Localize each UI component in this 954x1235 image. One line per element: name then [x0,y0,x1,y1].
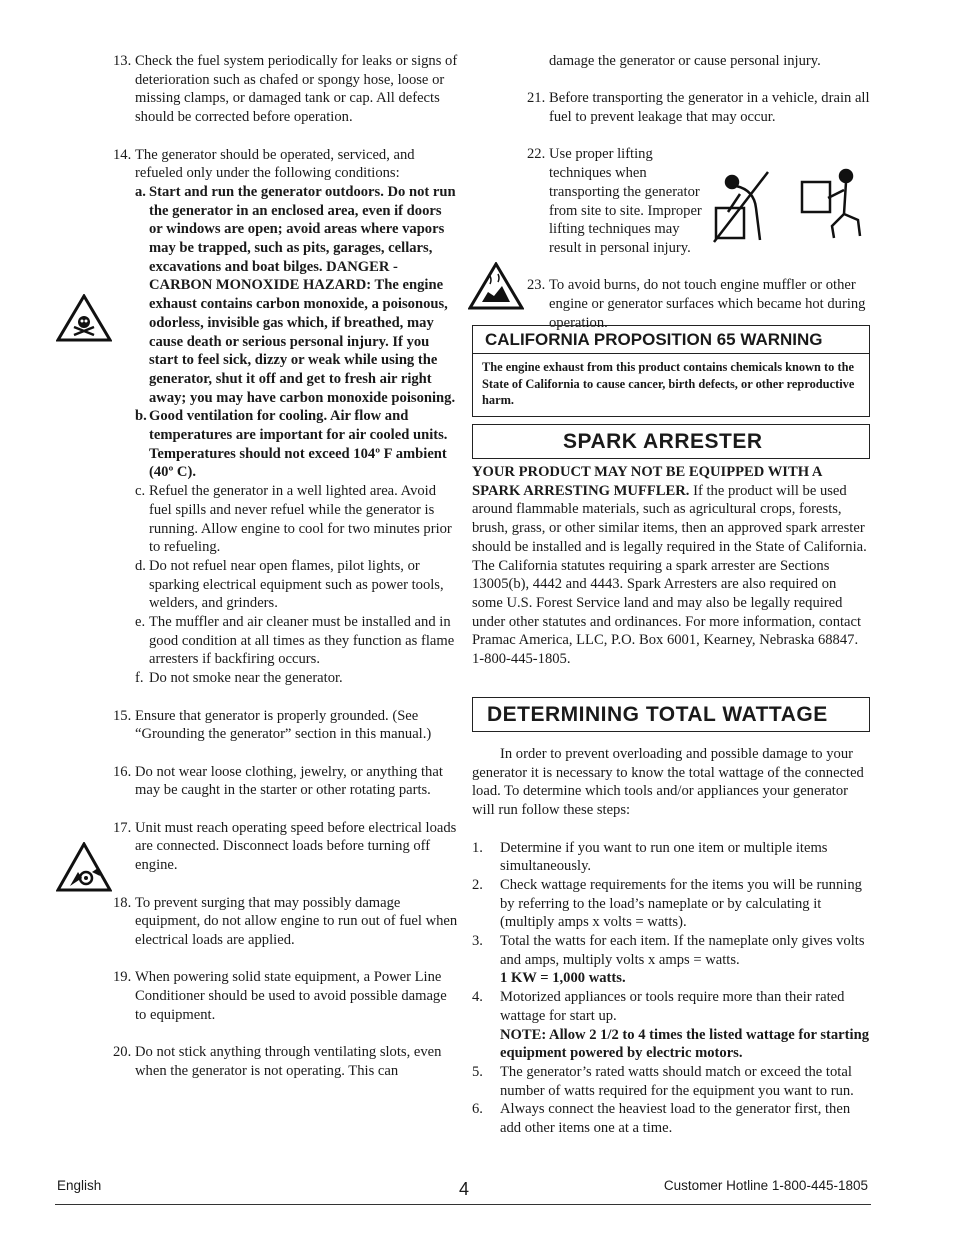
hot-surface-warning-icon [468,262,524,310]
lifting-technique-illustration [710,168,866,244]
sub-text: Start and run the generator outdoors. Do not run the generator in an enclosed area, even if doors or windows are open; avoid areas where vapors may be trapped, such as pits, garages, cellars, excavations and boat bilges. DANGER - CARBON MONOXIDE HAZARD: The engine exhaust contains carbon monoxide, a poisonous, odorless, invisible gas which, if breathed, may cause death or serious personal injury. If you start to feel sick, dizzy or weak while using the generator, shut it off and get to fresh air right away; you may have carbon monoxide poisoning. [149,183,456,406]
item-text: Before transporting the generator in a vehicle, drain all fuel to prevent leakage that may occur. [549,90,870,126]
sub-letter: e. [135,614,146,631]
step-text: Determine if you want to run one item or multiple items simultaneously. [500,839,828,875]
spark-text: If the product will be used around flammable materials, such as agricultural crops, forests, brush, grass, or other similar items, then an approved spark arrester should be installed and is legally required in the State of California. The California statutes requiring a spark arrester are Sections 13005(b), 4442 and 4443. Spark Arresters are also required on some U.S. Forest Service land and may also be legally required under other statutes and ordinances. For more information, contact Pramac America, LLC, P.O. Box 6001, Kearney, Nebraska 68847. 1-800-445-1805. [472,482,867,668]
list-item-19 [113,968,458,1024]
item-text: The generator should be operated, serviced, and refueled only under the following conditions: [135,146,415,182]
list-item-13 [113,52,458,127]
step-number: 4. [472,989,483,1006]
spark-arrester-heading [472,424,870,459]
wattage-step-1 [472,839,870,876]
list-item-20 [113,1043,458,1080]
item-number: 15. [113,707,132,724]
sub-letter: f. [135,670,144,687]
item-text: Do not wear loose clothing, jewelry, or anything that may be caught in the starter or other rotating parts. [135,763,443,799]
item-number: 18. [113,894,132,911]
sub-item-a [135,183,458,407]
wattage-step-2 [472,876,870,932]
item-number: 16. [113,763,132,780]
list-item-14 [113,146,458,688]
item-number: 22. [527,146,546,163]
footer-divider [55,1204,871,1205]
item-text: Check the fuel system periodically for leaks or signs of deterioration such as chafed or spongy hose, loose or missing clamps, or damaged tank or cap. All defects should be corrected before operation. [135,53,458,126]
wattage-step-6 [472,1100,870,1137]
step-text: Check wattage requirements for the items you will be running by referring to the load’s nameplate or by calculating it (multiply amps x volts = watts). [500,876,862,931]
sub-letter: c. [135,483,146,500]
footer-language: English [57,1178,102,1193]
item-text: Ensure that generator is properly grounded. (See “Grounding the generator” section in this manual.) [135,707,432,743]
total-wattage-heading [472,697,870,732]
spark-arrester-body [472,463,870,669]
item-number: 21. [527,90,546,107]
item-text: To prevent surging that may possibly damage equipment, do not allow engine to run out of fuel when electrical loads are applied. [135,894,458,948]
list-item-18 [113,894,458,950]
item-number: 23. [527,277,546,294]
total-wattage-body [472,745,870,1138]
list-item-15 [113,707,458,744]
list-item-17 [113,819,458,875]
item-number: 13. [113,53,132,69]
item-text: Unit must reach operating speed before electrical loads are connected. Disconnect loads before turning off engine. [135,819,457,874]
item-number: 17. [113,819,132,836]
entanglement-warning-icon [56,842,112,892]
list-item-21 [472,89,870,126]
section-title: SPARK ARRESTER [563,430,763,453]
step-text: The generator’s rated watts should match or exceed the total number of watts required for the equipment you want to run. [500,1063,854,1099]
step-text: Motorized appliances or tools require more than their rated wattage for start up. [500,989,845,1024]
item-text: Do not stick anything through ventilating slots, even when the generator is not operating. This can [135,1044,442,1079]
list-item-16 [113,763,458,800]
spark-warning-bold: YOUR PRODUCT MAY NOT BE EQUIPPED WITH A SPARK ARRESTING MUFFLER. [472,464,822,499]
sub-item-d [135,557,458,613]
wattage-step-5 [472,1063,870,1100]
step-number: 5. [472,1063,483,1080]
step-text: Always connect the heaviest load to the generator first, then add other items one at a time. [500,1101,851,1137]
sub-item-f [135,669,458,688]
step-note: NOTE: Allow 2 1/2 to 4 times the listed wattage for starting equipment powered by electric motors. [500,1026,869,1062]
sub-letter: d. [135,557,146,574]
item-text: Use proper lifting techniques when transporting the generator from site to site. Improper lifting techniques may result in personal injury. [549,146,702,256]
step-note: 1 KW = 1,000 watts. [500,970,626,987]
improper-lifting-figure [714,172,768,242]
sub-letter: a. [135,183,146,200]
wattage-step-3 [472,932,870,988]
page-number: 4 [459,1179,470,1199]
step-number: 6. [472,1101,483,1118]
sub-text: Good ventilation for cooling. Air flow and temperatures are important for air cooled units. Temperatures should not exceed 104º F ambient (40º C). [149,408,448,481]
sub-letter: b. [135,408,147,425]
step-number: 3. [472,933,483,950]
proper-lifting-figure [802,170,860,238]
section-title: DETERMINING TOTAL WATTAGE [487,703,828,726]
item-text: When powering solid state equipment, a Power Line Conditioner should be used to avoid possible damage to equipment. [135,969,447,1023]
sub-item-b [135,407,458,482]
sub-item-e [135,613,458,669]
list-item-20-continued [472,52,870,71]
wattage-intro: In order to prevent overloading and possible damage to your generator it is necessary to know the total wattage of the connected load. To determine which tools and/or appliances your generator will run follow these steps: [472,746,864,819]
prop65-title: CALIFORNIA PROPOSITION 65 WARNING [473,326,869,354]
footer-hotline: Customer Hotline 1-800-445-1805 [663,1178,868,1193]
sub-text: The muffler and air cleaner must be installed and in good condition at all times as they function as flame arresters if backfiring occurs. [149,614,455,668]
step-number: 2. [472,876,483,893]
sub-text: Refuel the generator in a well lighted area. Avoid fuel spills and never refuel while the generator is running. Allow engine to cool for two minutes prior to refueling. [149,483,452,556]
wattage-step-4 [472,988,870,1063]
item-number: 19. [113,969,132,986]
item-text: damage the generator or cause personal injury. [549,53,821,69]
prop65-text: The engine exhaust from this product contains chemicals known to the State of California to cause cancer, birth defects, or other reproductive harm. [482,360,855,407]
prop65-warning-box [472,325,870,417]
item-number: 20. [113,1044,132,1061]
item-text: To avoid burns, do not touch engine muffler or other engine or generator surfaces which became hot during operation. [549,277,866,331]
toxic-skull-warning-icon [56,294,112,342]
step-number: 1. [472,839,483,856]
left-column [113,52,458,1099]
sub-item-c [135,482,458,557]
item-number: 14. [113,146,132,163]
wattage-steps [472,839,870,1138]
sub-text: Do not refuel near open flames, pilot lights, or sparking electrical equipment such as power tools, welders, and grinders. [149,557,444,612]
sub-text: Do not smoke near the generator. [149,670,343,687]
step-text: Total the watts for each item. If the nameplate only gives volts and amps, multiply volts x amps = watts. [500,933,865,968]
